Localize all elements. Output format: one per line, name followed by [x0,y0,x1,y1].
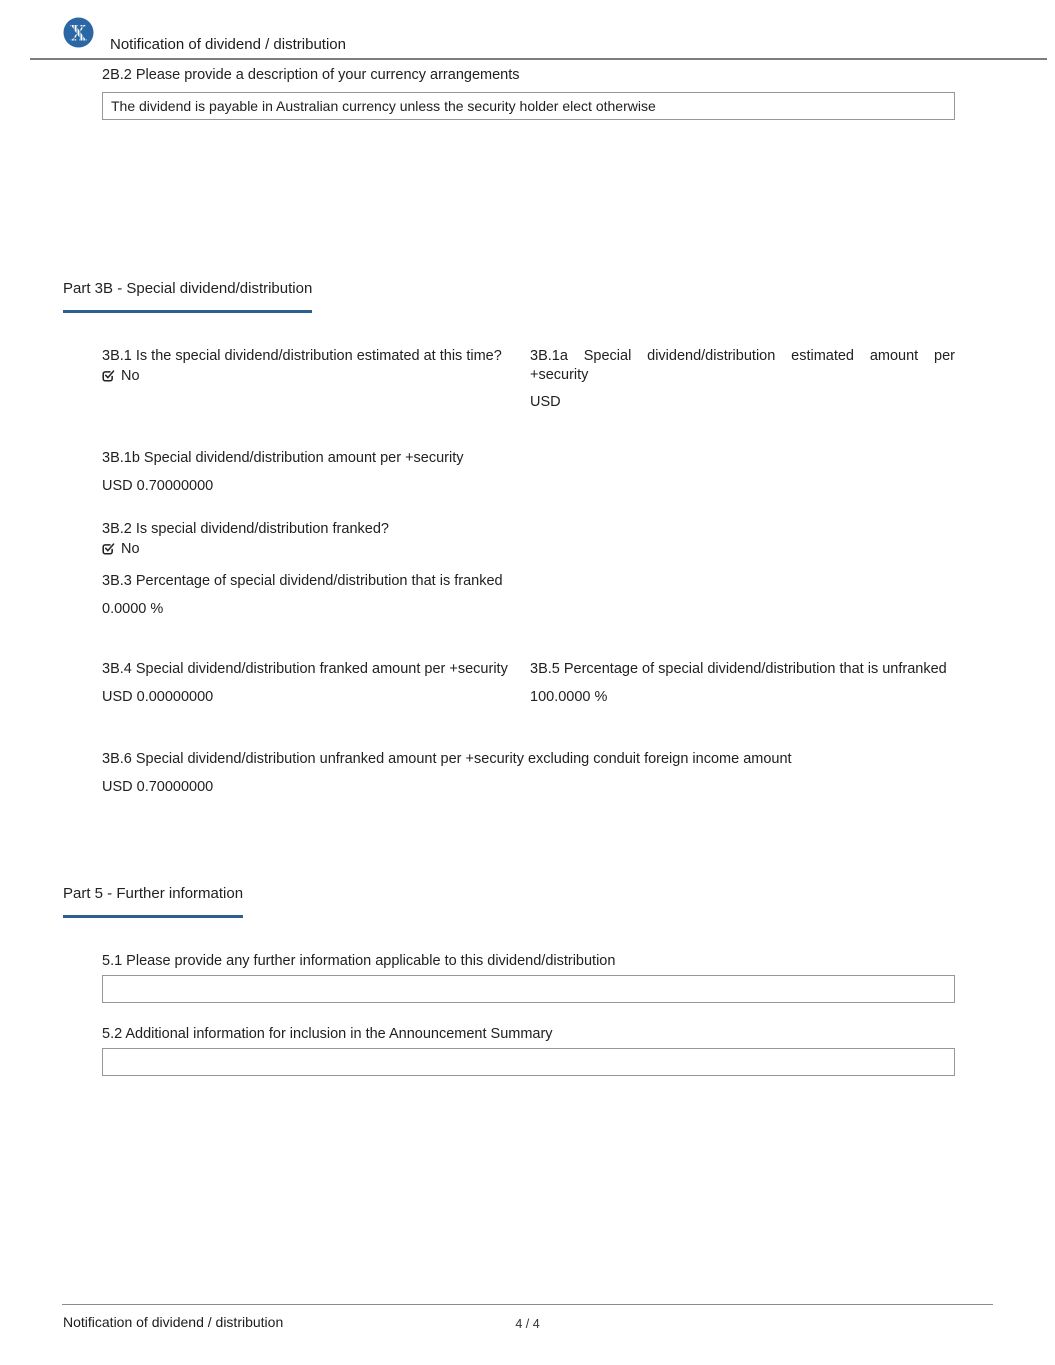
question-3b4 [102,660,526,706]
question-3b1b [102,449,955,495]
question-51-label: 5.1 Please provide any further information applicable to this dividend/distribution [102,953,616,969]
asx-logo-icon [63,17,94,48]
question-3b1b-label: 3B.1b Special dividend/distribution amount per +security [102,450,464,466]
question-3b1a-label: 3B.1a Special dividend/distribution estimated amount per +security [530,348,955,383]
question-3b4-value: USD 0.00000000 [102,688,214,705]
further-information-input[interactable] [102,975,955,1003]
footer-divider [62,1304,993,1305]
question-3b1-answer-text: No [121,367,140,384]
header-divider [30,58,1047,60]
question-3b4-label: 3B.4 Special dividend/distribution franked amount per +security [102,661,508,677]
question-51 [102,952,955,1003]
question-3b5 [530,660,955,706]
question-3b1b-value: USD 0.70000000 [102,477,214,494]
question-3b3 [102,572,526,618]
question-52-label: 5.2 Additional information for inclusion in the Announcement Summary [102,1026,553,1042]
footer-page-number: 4 / 4 [515,1317,540,1331]
question-3b2-answer [102,541,526,557]
question-3b2-answer-text: No [121,540,140,557]
question-3b1 [102,347,526,384]
checked-checkbox-icon [102,369,115,382]
announcement-summary-input[interactable] [102,1048,955,1076]
question-3b2 [102,520,526,557]
footer-title: Notification of dividend / distribution [63,1314,284,1330]
question-52 [102,1025,955,1076]
currency-arrangements-input[interactable] [102,92,955,120]
question-3b5-label: 3B.5 Percentage of special dividend/distribution that is unfranked [530,661,947,677]
question-3b6 [102,750,955,796]
question-2b2-label: 2B.2 Please provide a description of your currency arrangements [102,67,520,83]
question-3b3-label: 3B.3 Percentage of special dividend/distribution that is franked [102,573,503,589]
question-3b3-value: 0.0000 % [102,600,164,617]
question-3b1-label: 3B.1 Is the special dividend/distribution estimated at this time? [102,348,502,364]
question-3b2-label: 3B.2 Is special dividend/distribution franked? [102,521,389,537]
question-2b2 [102,66,955,120]
question-3b6-label: 3B.6 Special dividend/distribution unfranked amount per +security excluding conduit foreign income amount [102,751,792,767]
part-3b-heading: Part 3B - Special dividend/distribution [63,280,312,313]
part-5-heading: Part 5 - Further information [63,885,243,918]
svg-text:X: X [70,21,87,47]
question-3b1a-value: USD [530,394,561,410]
question-3b1a [530,347,955,411]
question-3b1-answer [102,368,526,384]
page-title: Notification of dividend / distribution [110,36,346,53]
checked-checkbox-icon [102,542,115,555]
question-3b5-value: 100.0000 % [530,688,608,705]
question-3b6-value: USD 0.70000000 [102,778,214,795]
